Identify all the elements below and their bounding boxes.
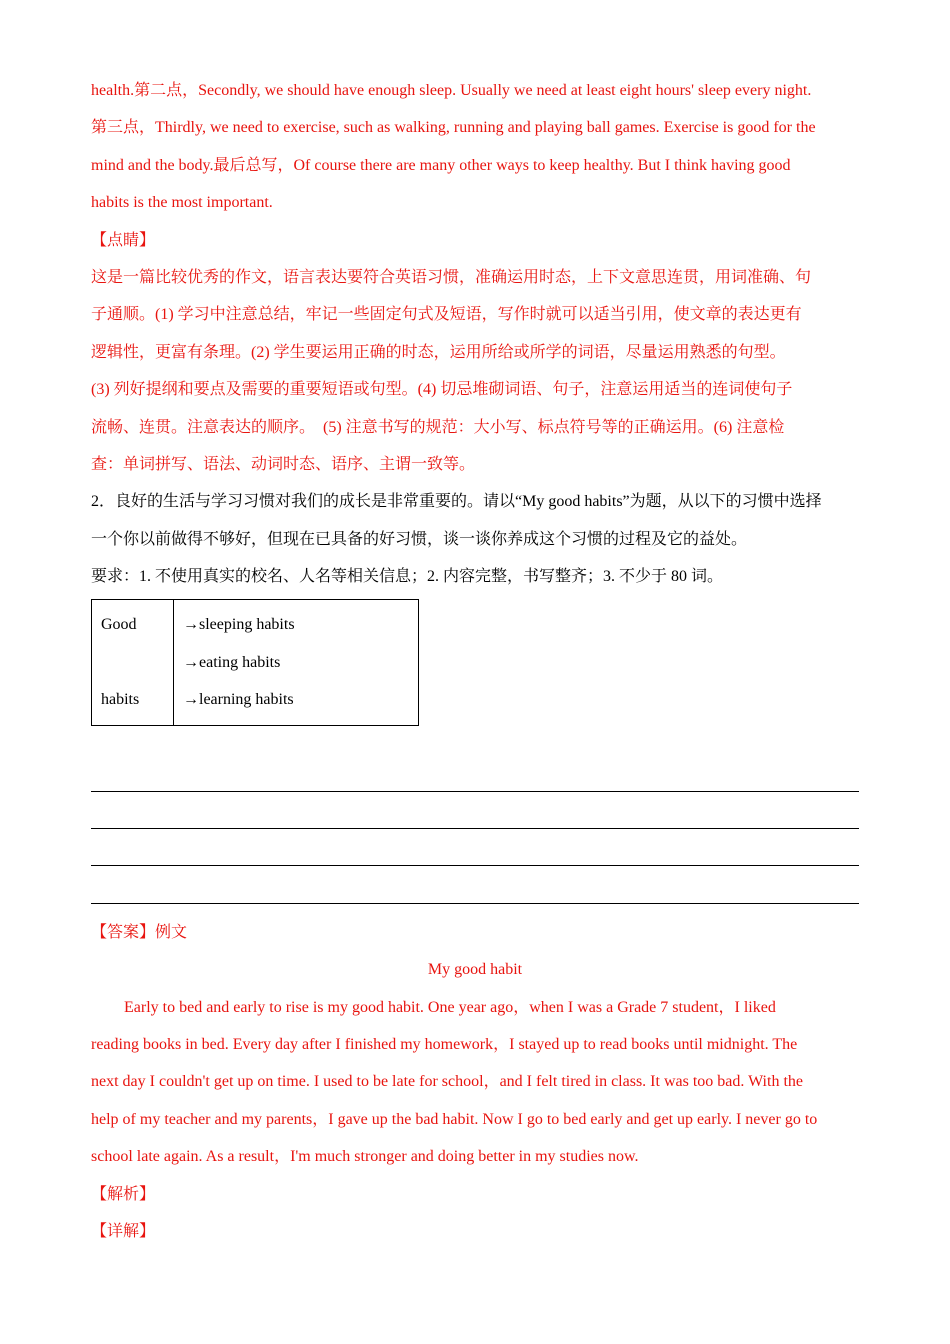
dianjing-line: 流畅、连贯。注意表达的顺序。 (5) 注意书写的规范：大小写、标点符号等的正确运用。(6) 注意检: [91, 418, 785, 436]
dianjing-line: 这是一篇比较优秀的作文，语言表达要符合英语习惯，准确运用时态，上下文意思连贯，用词准确、句: [91, 268, 812, 286]
answer-line: health.第二点，Secondly, we should have enough sleep. Usually we need at least eight hours' sleep every night.: [91, 82, 812, 99]
essay-line: next day I couldn't get up on time. I used to be late for school，and I felt tired in class. It was too bad. With the: [91, 1073, 803, 1091]
dianjing-section: [91, 222, 859, 484]
habit-item: →eating habits: [183, 653, 281, 671]
dianjing-line: 逻辑性，更富有条理。(2) 学生要运用正确的时态，运用所给或所学的词语，尽量运用熟悉的句型。: [91, 343, 786, 361]
document-page: [91, 72, 859, 1250]
answer-line: mind and the body.最后总写，Of course there are many other ways to keep healthy. But I think having good: [91, 156, 791, 174]
dianjing-line: 子通顺。(1) 学习中注意总结，牢记一些固定句式及短语，写作时就可以适当引用，使文章的表达更有: [91, 306, 802, 324]
habits-label-bottom: habits: [101, 691, 140, 709]
essay-line: help of my teacher and my parents，I gave up the bad habit. Now I go to bed early and get up early. I never go to: [91, 1110, 818, 1128]
habit-item: →sleeping habits: [183, 616, 295, 634]
answer-heading: 【答案】例文: [91, 923, 188, 941]
answer-line: habits is the most important.: [91, 194, 273, 212]
habits-table: [91, 599, 419, 725]
writing-line: [91, 792, 859, 829]
essay-line: school late again. As a result，I'm much stronger and doing better in my studies now.: [91, 1148, 639, 1166]
writing-line: [91, 772, 859, 792]
habits-table-items-cell: [174, 600, 419, 725]
xiangjie-heading: 【详解】: [91, 1222, 156, 1240]
answer-section: [91, 914, 859, 1176]
question-line: 一个你以前做得不够好，但现在已具备的好习惯，谈一谈你养成这个习惯的过程及它的益处。: [91, 530, 748, 548]
essay-title: My good habit: [427, 961, 523, 979]
habits-table-label-cell: [92, 600, 174, 725]
writing-line: [91, 866, 859, 903]
writing-line: [91, 829, 859, 866]
dianjing-heading: 【点睛】: [91, 231, 156, 249]
essay-line: reading books in bed. Every day after I finished my homework，I stayed up to read books until midnight. The: [91, 1035, 798, 1053]
habits-label-top: Good: [101, 616, 137, 634]
answer-line: 第三点，Thirdly, we need to exercise, such as walking, running and playing ball games. Exercise is good for the: [91, 119, 816, 137]
jiexi-heading: 【解析】: [91, 1185, 156, 1203]
question-requirements: 要求：1. 不使用真实的校名、人名等相关信息；2. 内容完整，书写整齐；3. 不少于 80 词。: [91, 568, 724, 586]
habit-item: →learning habits: [183, 691, 294, 709]
previous-answer: [91, 72, 859, 222]
writing-lines: [91, 772, 859, 904]
dianjing-line: 查：单词拼写、语法、动词时态、语序、主谓一致等。: [91, 455, 476, 473]
question-line: 2．良好的生活与学习习惯对我们的成长是非常重要的。请以“My good habits”为题，从以下的习惯中选择: [91, 493, 822, 511]
question-2: [91, 483, 859, 904]
dianjing-line: (3) 列好提纲和要点及需要的重要短语或句型。(4) 切忌堆砌词语、句子，注意运用适当的连词使句子: [91, 381, 793, 399]
essay-line: Early to bed and early to rise is my good habit. One year ago，when I was a Grade 7 student，I liked: [124, 998, 776, 1016]
